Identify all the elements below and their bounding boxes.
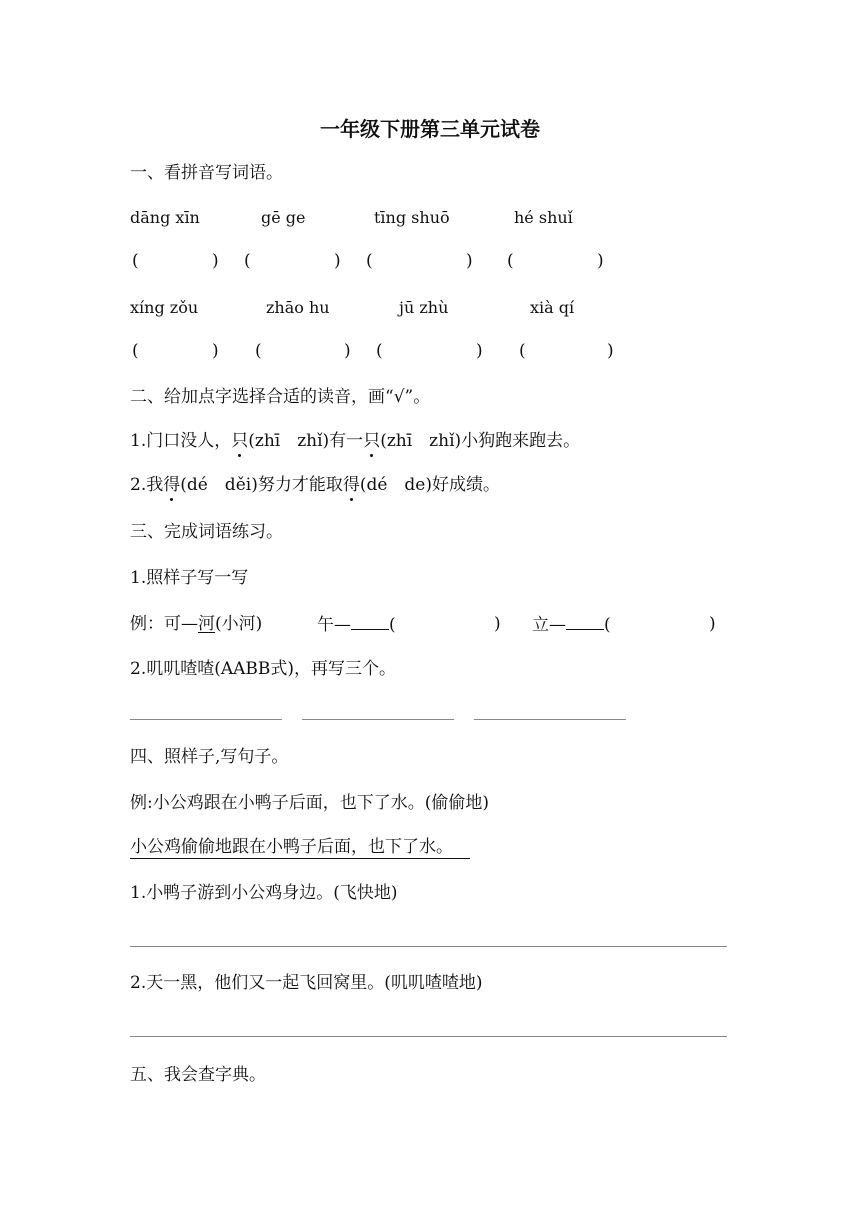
paren-close: ) (344, 341, 351, 361)
paren-close: ) (212, 251, 219, 271)
paren-open: ( (389, 615, 396, 635)
q-text: 2.我 (130, 475, 164, 495)
paren-close: ) (212, 341, 219, 361)
example-answer-text: 小公鸡偷偷地跟在小鸭子后面，也下了水。 (130, 837, 453, 857)
answer-line[interactable] (130, 946, 727, 947)
dotted-char: 只 (363, 431, 381, 451)
pinyin-7: jū zhù (399, 298, 449, 317)
q-text: 1.门口没人， (130, 431, 232, 451)
pinyin-5: xíng zǒu (130, 298, 199, 317)
paren-open: ( (519, 341, 526, 361)
pinyin-1: dāng xīn (130, 208, 200, 227)
question-3-1: 1.照样子写一写 (130, 568, 249, 588)
q-options: (zhī zhǐ)有一 (248, 431, 364, 451)
paren-open: ( (244, 251, 251, 271)
pinyin-8: xià qí (530, 298, 575, 317)
dotted-char: 只 (231, 431, 249, 451)
sentence-example-answer (130, 836, 470, 858)
section-1-heading: 一、看拼音写词语。 (130, 163, 283, 183)
pinyin-3: tīng shuō (374, 208, 450, 227)
question-2-1 (130, 430, 580, 452)
question-4-2: 2.天一黑，他们又一起飞回窝里。(叽叽喳喳地) (130, 973, 483, 993)
paren-open: ( (604, 615, 611, 635)
paren-close: ) (494, 614, 501, 634)
answer-line[interactable] (474, 719, 626, 720)
example-prefix: 例：可— (130, 614, 198, 634)
word-item-2 (317, 613, 396, 636)
word-item-3 (532, 613, 611, 636)
underline-tail (453, 837, 470, 859)
section-5-heading: 五、我会查字典。 (130, 1065, 266, 1085)
paren-open: ( (132, 341, 139, 361)
answer-blank[interactable] (351, 613, 389, 630)
q-options: (dé děi)努力才能取 (180, 475, 343, 495)
question-2-2 (130, 474, 500, 496)
word-item-label: 午— (317, 615, 351, 635)
paren-close: ) (334, 251, 341, 271)
answer-blank[interactable] (566, 613, 604, 630)
q-options: (dé de)好成绩。 (359, 475, 500, 495)
example-word: 河 (198, 614, 215, 634)
pinyin-2: gē ge (261, 208, 306, 227)
paren-open: ( (255, 341, 262, 361)
dotted-char: 得 (342, 475, 360, 495)
paren-close: ) (597, 251, 604, 271)
paren-close: ) (466, 251, 473, 271)
example-suffix: (小河) (215, 614, 263, 634)
answer-line[interactable] (130, 1036, 727, 1037)
pinyin-6: zhāo hu (266, 298, 330, 317)
example-word-row (130, 613, 262, 635)
answer-line[interactable] (130, 719, 282, 720)
dotted-char: 得 (163, 475, 181, 495)
question-4-1: 1.小鸭子游到小公鸡身边。(飞快地) (130, 883, 398, 903)
q-options: (zhī zhǐ)小狗跑来跑去。 (380, 431, 581, 451)
section-2-heading: 二、给加点字选择合适的读音，画“√”。 (130, 387, 431, 407)
paren-close: ) (709, 614, 716, 634)
paren-close: ) (607, 341, 614, 361)
answer-line[interactable] (302, 719, 454, 720)
section-3-heading: 三、完成词语练习。 (130, 522, 283, 542)
paren-open: ( (132, 251, 139, 271)
pinyin-4: hé shuǐ (514, 208, 573, 227)
sentence-example: 例:小公鸡跟在小鸭子后面，也下了水。(偷偷地) (130, 793, 489, 813)
page-title: 一年级下册第三单元试卷 (320, 117, 540, 141)
section-4-heading: 四、照样子,写句子。 (130, 747, 289, 767)
paren-close: ) (476, 341, 483, 361)
paren-open: ( (507, 251, 514, 271)
paren-open: ( (366, 251, 373, 271)
question-3-2: 2.叽叽喳喳(AABB式)，再写三个。 (130, 659, 397, 679)
word-item-label: 立— (532, 615, 566, 635)
paren-open: ( (376, 341, 383, 361)
